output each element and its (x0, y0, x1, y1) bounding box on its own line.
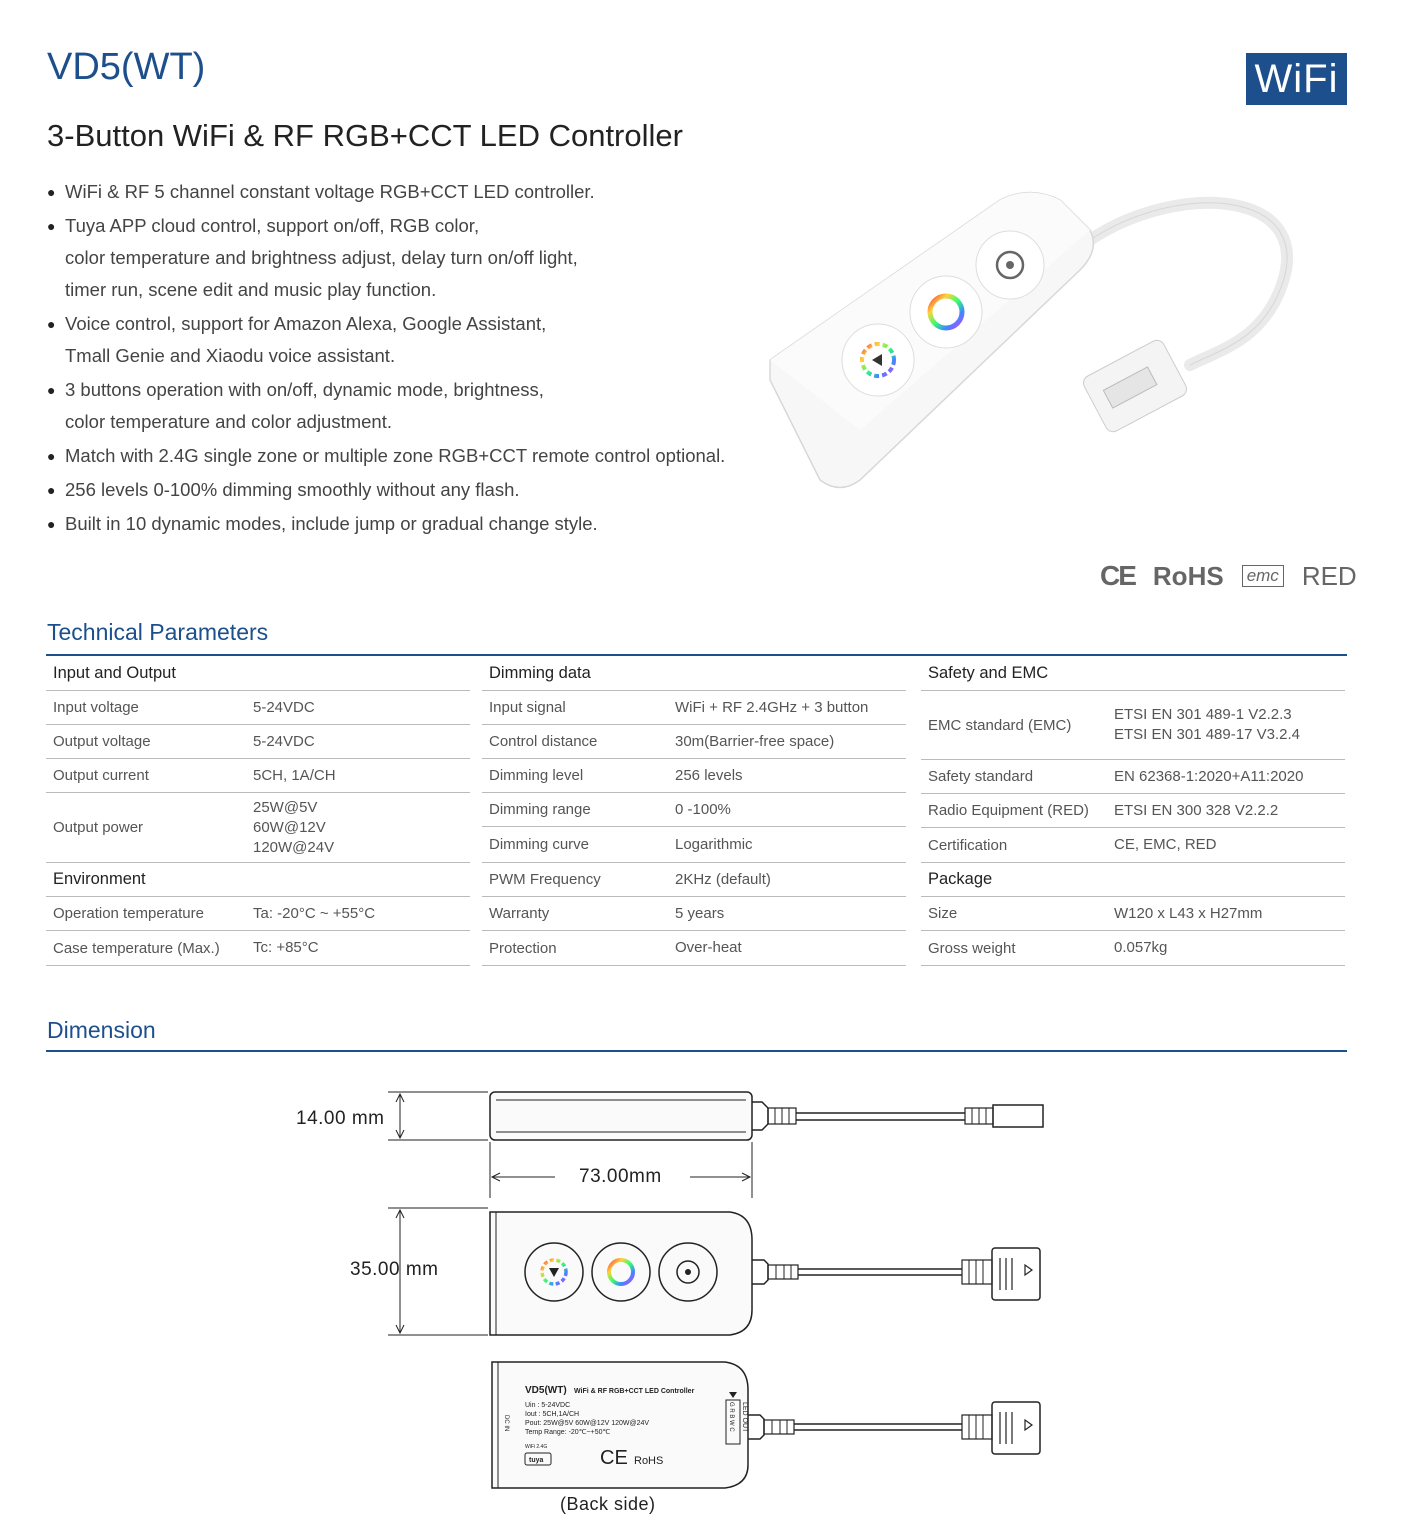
back-temp: Temp Range: -20℃~+50℃ (525, 1429, 611, 1436)
feature-item: ● WiFi & RF 5 channel constant voltage RGB+CCT LED controller. (47, 176, 747, 208)
back-rohs: RoHS (634, 1455, 664, 1467)
dimension-drawing (380, 1080, 1080, 1510)
red-mark: RED (1301, 560, 1357, 591)
emc-mark: emc (1242, 565, 1284, 587)
section-divider (46, 654, 1347, 656)
table-row: Case temperature (Max.) Tc: +85°C (46, 931, 470, 966)
table-row: Dimming range 0 -100% (482, 793, 906, 827)
wifi-badge: WiFi (1246, 53, 1347, 105)
back-pins: G R B W C (728, 1402, 734, 1432)
feature-item: ● 256 levels 0-100% dimming smoothly without any flash. (47, 474, 747, 506)
table-row: Size W120 x L43 x H27mm (921, 897, 1345, 931)
section-divider (46, 1050, 1347, 1052)
table-head: Safety and EMC (921, 657, 1345, 691)
table-row: Output current 5CH, 1A/CH (46, 759, 470, 793)
table-row: Certification CE, EMC, RED (921, 828, 1345, 863)
width-dimension-label: 35.00 mm (350, 1259, 439, 1280)
table-row: Gross weight 0.057kg (921, 931, 1345, 966)
arrow-icon (1025, 1420, 1032, 1430)
table-head: Dimming data (482, 657, 906, 691)
back-dcin: DC IN (503, 1415, 509, 1432)
feature-item: ● Built in 10 dynamic modes, include jump or gradual change style. (47, 508, 747, 540)
table-row: Radio Equipment (RED) ETSI EN 300 328 V2.2.2 (921, 794, 1345, 828)
table-row: Protection Over-heat (482, 931, 906, 966)
feature-item: ● Tuya APP cloud control, support on/off, RGB color, color temperature and brightness adjust, delay turn on/off light, timer run, scene edit and music play function. (47, 210, 747, 306)
model-title: VD5(WT) (47, 46, 206, 88)
table-row: Warranty 5 years (482, 897, 906, 931)
back-side-label: (Back side) (560, 1494, 656, 1514)
table-head: Input and Output (46, 657, 470, 691)
table-row: Control distance 30m(Barrier-free space) (482, 725, 906, 759)
back-uin: Uin : 5-24VDC (525, 1402, 571, 1409)
back-ledout: LED OUT (741, 1402, 748, 1433)
product-subtitle: 3-Button WiFi & RF RGB+CCT LED Controller (47, 118, 683, 153)
table-row: Operation temperature Ta: -20°C ~ +55°C (46, 897, 470, 931)
certification-logos (1100, 560, 1357, 592)
table-row: Dimming curve Logarithmic (482, 827, 906, 863)
height-dimension-label: 14.00 mm (296, 1108, 385, 1129)
input-output-table (46, 657, 470, 966)
table-row: EMC standard (EMC) ETSI EN 301 489-1 V2.2.3 ETSI EN 301 489-17 V3.2.4 (921, 691, 1345, 760)
length-dimension-label: 73.00mm (579, 1166, 662, 1187)
side-view (490, 1092, 1043, 1140)
dimming-table (482, 657, 906, 966)
table-row: Input signal WiFi + RF 2.4GHz + 3 button (482, 691, 906, 725)
technical-title: Technical Parameters (47, 619, 269, 645)
arrow-icon (1025, 1265, 1032, 1275)
back-pout: Pout: 25W@5V 60W@12V 120W@24V (525, 1420, 650, 1427)
power-button-icon (976, 231, 1044, 299)
connector-icon (1081, 338, 1190, 435)
top-view (490, 1212, 1040, 1335)
back-desc: WiFi & RF RGB+CCT LED Controller (574, 1388, 695, 1395)
back-wifi: WiFi 2.4G (525, 1444, 548, 1450)
rohs-mark: RoHS (1152, 560, 1224, 591)
feature-item: ● Match with 2.4G single zone or multiple zone RGB+CCT remote control optional. (47, 440, 747, 472)
safety-table (921, 657, 1345, 966)
color-button-icon (910, 276, 982, 348)
table-row: PWM Frequency 2KHz (default) (482, 863, 906, 897)
mode-button-icon (842, 324, 914, 396)
tuya-logo: tuya (529, 1457, 544, 1464)
product-image (760, 180, 1320, 510)
ce-mark: CE (1100, 560, 1135, 591)
table-head: Package (921, 863, 1345, 897)
dimension-title: Dimension (47, 1017, 156, 1043)
back-model: VD5(WT) (525, 1385, 567, 1396)
table-row: Input voltage 5-24VDC (46, 691, 470, 725)
feature-list (47, 176, 747, 542)
table-row: Output power 25W@5V 60W@12V 120W@24V (46, 793, 470, 863)
table-row: Output voltage 5-24VDC (46, 725, 470, 759)
table-row: Safety standard EN 62368-1:2020+A11:2020 (921, 760, 1345, 794)
table-head: Environment (46, 863, 470, 897)
feature-item: ● Voice control, support for Amazon Alexa, Google Assistant, Tmall Genie and Xiaodu voice assistant. (47, 308, 747, 372)
table-row: Dimming level 256 levels (482, 759, 906, 793)
back-ce: CE (600, 1447, 628, 1469)
back-iout: Iout : 5CH,1A/CH (525, 1411, 580, 1418)
feature-item: ● 3 buttons operation with on/off, dynamic mode, brightness, color temperature and color adjustment. (47, 374, 747, 438)
